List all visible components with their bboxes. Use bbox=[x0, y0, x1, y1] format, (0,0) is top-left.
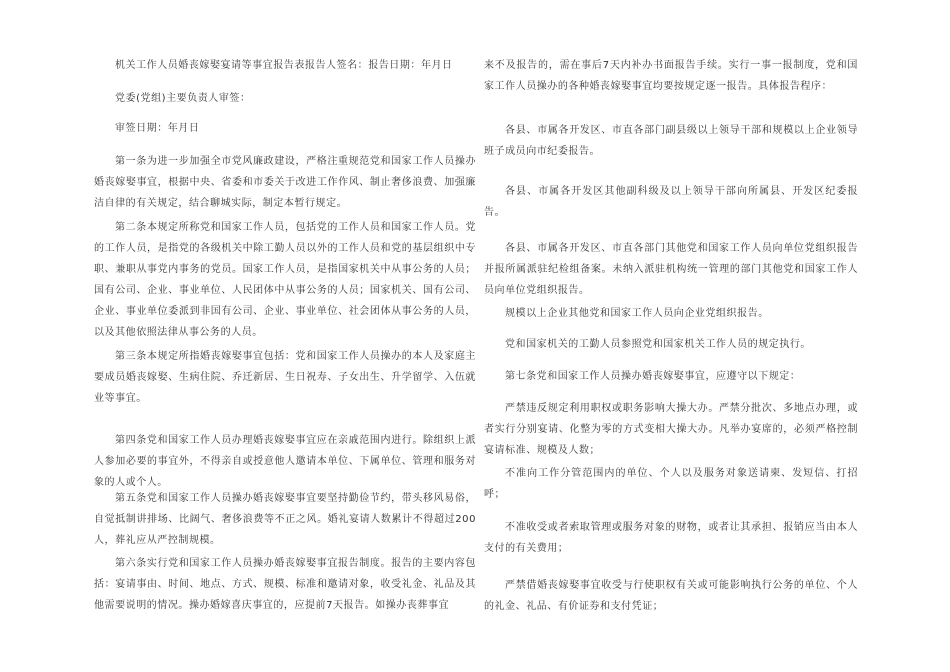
procedure-support-staff: 党和国家机关的工勤人员参照党和国家机关工作人员的规定执行。 bbox=[505, 339, 811, 350]
procedure-city-discipline: 各县、市属各开发区、市直各部门副县级以上领导干部和规模以上企业领导班子成员向市纪委报告。 bbox=[484, 125, 858, 157]
procedure-enterprise: 规模以上企业其他党和国家工作人员向企业党组织报告。 bbox=[505, 308, 769, 319]
article-1: 第一条为进一步加强全市党风廉政建设，严格注重规范党和国家工作人员操办婚丧嫁娶事宜，根据中央、省委和市委关于改进工作作风、制止奢侈浪费、加强廉洁自律的有关规定，结合聊城实际，制定本暂行规定。 bbox=[94, 156, 476, 209]
review-date: 审签日期：年月日 bbox=[115, 123, 200, 134]
procedure-unit-party: 各县、市属各开发区、市直各部门其他党和国家工作人员向单位党组织报告并报所属派驻纪检组备案。未纳入派驻机构统一管理的部门其他党和国家工作人员向单位党组织报告。 bbox=[484, 243, 858, 296]
rule-no-cash-gifts: 严禁借婚丧嫁娶事宜收受与行使职权有关或可能影响执行公务的单位、个人的礼金、礼品、有价证券和支付凭证； bbox=[484, 580, 858, 612]
rule-no-invitations: 不准向工作分管范围内的单位、个人以及服务对象送请柬、发短信、打招呼； bbox=[484, 468, 858, 500]
article-6-continued: 来不及报告的，需在事后7天内补办书面报告手续。实行一事一报制度，党和国家工作人员操办的各种婚丧嫁娶事宜均要按规定逐一报告。具体报告程序： bbox=[484, 60, 858, 92]
article-3: 第三条本规定所指婚丧嫁娶事宜包括：党和国家工作人员操办的本人及家庭主要成员婚丧嫁娶、生病住院、乔迁新居、生日祝寿、子女出生、升学留学、入伍就业等事宜。 bbox=[94, 351, 476, 404]
rule-no-gifts-from-clients: 不准收受或者索取管理或服务对象的财物，或者让其承担、报销应当由本人支付的有关费用； bbox=[484, 522, 858, 554]
procedure-county-discipline: 各县、市属各开发区其他副科级及以上领导干部向所属县、开发区纪委报告。 bbox=[484, 186, 858, 218]
report-form-title: 机关工作人员婚丧嫁娶宴请等事宜报告表报告人签名：报告日期：年月日 bbox=[115, 60, 453, 71]
article-5: 第五条党和国家工作人员操办婚丧嫁娶事宜要坚持勤俭节约，带头移风易俗，自觉抵制讲排场、比阔气、奢侈浪费等不正之风。婚礼宴请人数累计不得超过200人，葬礼应从严控制规模。 bbox=[94, 493, 476, 546]
article-2: 第二条本规定所称党和国家工作人员，包括党的工作人员和国家工作人员。党的工作人员，是指党的各级机关中除工勤人员以外的工作人员和党的基层组织中专职、兼职从事党内事务的党员。国家工作人员，是指国家机关中从事公务的人员；国有公司、企业、事业单位、人民团体中从事公务的人员；国家机关、国有公司、企业、事业单位委派到非国有公司、企业、事业单位、社会团体从事公务的人员，以及其他依照法律从事公务的人员。 bbox=[94, 222, 476, 338]
article-7: 第七条党和国家工作人员操办婚丧嫁娶事宜，应遵守以下规定： bbox=[505, 371, 801, 382]
rule-no-lavish: 严禁违反规定利用职权或职务影响大操大办。严禁分批次、多地点办理，或者实行分别宴请、化整为零的方式变相大操大办。凡举办宴席的，必须严格控制宴请标准、规模及人数； bbox=[484, 403, 858, 456]
article-6: 第六条实行党和国家工作人员操办婚丧嫁娶事宜报告制度。报告的主要内容包括：宴请事由、时间、地点、方式、规模、标准和邀请对象，收受礼金、礼品及其他需要说明的情况。操办婚嫁喜庆事宜的，应提前7天报告。如操办丧葬事宜 bbox=[94, 558, 476, 611]
party-leader-signature: 党委(党组)主要负责人审签： bbox=[115, 93, 251, 104]
article-4: 第四条党和国家工作人员办理婚丧嫁娶事宜应在亲戚范围内进行。除组织上派人参加必要的事宜外，不得亲自或授意他人邀请本单位、下属单位、管理和服务对象的人或个人。 bbox=[94, 435, 476, 488]
